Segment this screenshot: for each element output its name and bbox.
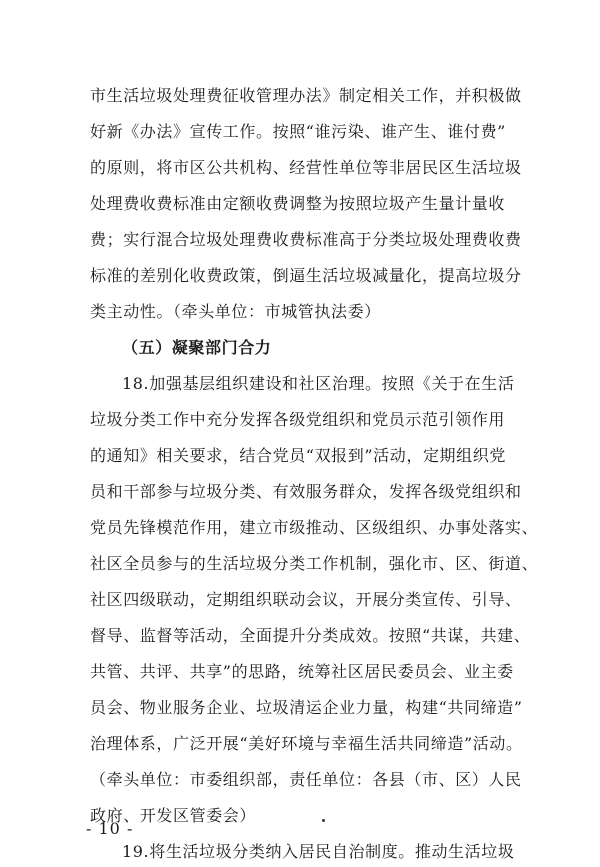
text-line: 市生活垃圾处理费征收管理办法》制定相关工作，并积极做 — [90, 86, 522, 105]
page-dot — [322, 819, 325, 822]
text-line: （牵头单位：市委组织部，责任单位：各县（市、区）人民 — [90, 770, 522, 789]
text-line: 类主动性。（牵头单位：市城管执法委） — [90, 302, 381, 321]
text-line: 政府、开发区管委会） — [90, 806, 257, 825]
text-line: 党员先锋模范作用，建立市级推动、区级组织、办事处落实、 — [90, 518, 539, 537]
text-line: 的原则，将市区公共机构、经营性单位等非居民区生活垃圾 — [90, 158, 522, 177]
text-line: 社区全员参与的生活垃圾分类工作机制，强化市、区、街道、 — [90, 554, 539, 573]
text-line: 的通知》相关要求，结合党员“双报到”活动，定期组织党 — [90, 446, 506, 465]
text-line: 员和干部参与垃圾分类、有效服务群众，发挥各级党组织和 — [90, 482, 522, 501]
paragraph-start-line: 19.将生活垃圾分类纳入居民自治制度。推动生活垃圾 — [122, 842, 515, 861]
text-line: 共管、共评、共享”的思路，统筹社区居民委员会、业主委 — [90, 662, 514, 681]
text-line: 处理费收费标准由定额收费调整为按照垃圾产生量计量收 — [90, 194, 506, 213]
section-heading: （五）凝聚部门合力 — [122, 338, 272, 357]
paragraph-start-line: 18.加强基层组织建设和社区治理。按照《关于在生活 — [122, 374, 515, 393]
text-line: 督导、监督等活动，全面提升分类成效。按照“共谋，共建、 — [90, 626, 531, 645]
text-line: 好新《办法》宣传工作。按照“谁污染、谁产生、谁付费” — [90, 122, 506, 141]
page-number: - 10 - — [86, 819, 134, 838]
text-line: 标准的差别化收费政策，倒逼生活垃圾减量化，提高垃圾分 — [90, 266, 522, 285]
text-line: 社区四级联动，定期组织联动会议，开展分类宣传、引导、 — [90, 590, 522, 609]
text-line: 垃圾分类工作中充分发挥各级党组织和党员示范引领作用 — [90, 410, 506, 429]
text-line: 治理体系，广泛开展“美好环境与幸福生活共同缔造”活动。 — [90, 734, 523, 753]
text-line: 员会、物业服务企业、垃圾清运企业力量，构建“共同缔造” — [90, 698, 523, 717]
text-line: 费；实行混合垃圾处理费收费标准高于分类垃圾处理费收费 — [90, 230, 522, 249]
